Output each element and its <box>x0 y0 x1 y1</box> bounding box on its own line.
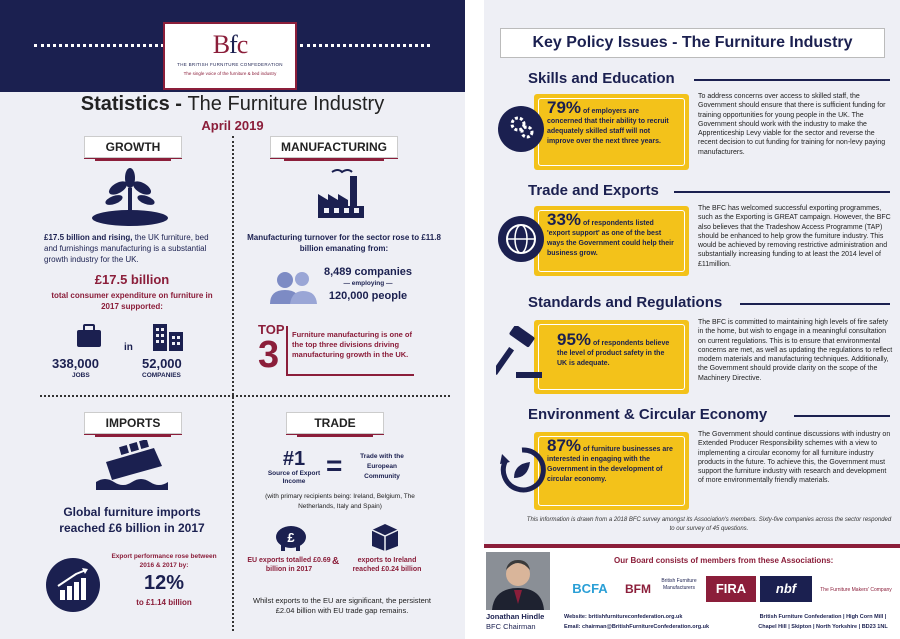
bfm-logo-text: British Furniture Manufacturers <box>661 578 697 591</box>
vertical-divider <box>232 136 234 631</box>
policy-title: Key Policy Issues - The Furniture Industry <box>500 28 885 58</box>
chairman-name: Jonathan Hindle <box>486 612 545 621</box>
section-heading-trade: Trade and Exports <box>528 182 659 199</box>
para-trade: The BFC has welcomed successful exporting programmes, such as the Exporting is GREAT campaign. However, the BFC also believes that the Tradeshow Access Programme (TAP) should be enhanced to help grow the furniture industry. This would be achieved by removing restrictive administration and substantially increasing funding to at least the 2014 level of £11million. <box>698 205 891 268</box>
stat-text: of furniture businesses are interested in engaging with the Government in the development of circular economy. <box>547 446 673 483</box>
jobs-value: 338,000 <box>52 356 99 371</box>
export-performance-label: Export performance rose between 2016 & 2017 by: <box>111 553 217 569</box>
section-heading-environment: Environment & Circular Economy <box>528 406 768 423</box>
logo-tagline: The single voice of the furniture & bed industry <box>183 71 277 76</box>
chairman-photo <box>486 552 550 610</box>
parcel-box-icon <box>370 522 400 552</box>
website-link[interactable]: Website: britishfurnitureconfederation.org.uk <box>564 614 683 620</box>
stat-card-environment <box>534 432 689 510</box>
mfg-employing: — employing — <box>343 280 393 287</box>
stat-card-standards <box>534 320 689 394</box>
section-rule-trade <box>674 191 890 193</box>
growth-intro <box>44 232 220 265</box>
footer-heading: Our Board consists of members from these Associations: <box>614 556 834 565</box>
address-line-2: Chapel Hill | Skipton | North Yorkshire | BD23 1NL <box>758 624 888 630</box>
nbf-logo: nbf <box>760 576 812 602</box>
trade-label: TRADE <box>286 412 384 434</box>
section-rule-environment <box>794 415 890 417</box>
globe-grid-icon <box>498 216 544 262</box>
section-rule-skills <box>694 79 890 81</box>
stat-pct: 33% <box>547 210 582 229</box>
horizontal-divider <box>40 395 450 397</box>
svg-text:£: £ <box>287 530 295 545</box>
page-title <box>0 93 465 116</box>
export-performance-value: 12% <box>143 572 185 594</box>
email-link[interactable]: Email: chairman@BritishFurnitureConfederation.org.uk <box>564 624 710 630</box>
stat-card-inner <box>538 436 685 506</box>
growth-headline: £17.5 billion <box>94 272 170 287</box>
address-line-1: British Furniture Confederation | High Corn Mill | <box>759 614 887 620</box>
stat-pct: 87% <box>547 436 582 455</box>
board-footer <box>484 544 900 639</box>
top-number: 3 <box>258 334 280 376</box>
stat-card-inner <box>538 210 685 272</box>
growth-sub: total consumer expenditure on furniture in 2017 supported: <box>51 291 213 311</box>
stat-card-skills <box>534 94 689 170</box>
trade-recipients: (with primary recipients being: Ireland, Belgium, The Netherlands, Italy and Spain) <box>265 493 415 510</box>
logo-subtitle: THE BRITISH FURNITURE CONFEDERATION <box>177 62 283 67</box>
logo-letter-b: B <box>212 30 230 59</box>
section-heading-skills: Skills and Education <box>528 70 675 87</box>
furniture-makers-logo: The Furniture Makers' Company <box>820 587 892 593</box>
survey-note: This information is drawn from a 2018 BFC survey amongst its Association's members. Sixty-five companies across the sector responded to our survey of 45 questions. <box>526 517 892 532</box>
piggy-bank-icon <box>274 522 308 552</box>
growing-plant-icon <box>88 166 172 226</box>
fira-logo: FIRA <box>706 576 756 602</box>
section-heading-standards: Standards and Regulations <box>528 294 723 311</box>
bfc-logo <box>163 22 297 90</box>
trade-rank-label: Source of Export Income <box>267 470 321 485</box>
ampersand: & <box>332 556 340 567</box>
manufacturing-intro: Manufacturing turnover for the sector rose to £11.8 billion emanating from: <box>247 233 441 253</box>
growth-intro-bold: £17.5 billion and rising, <box>44 233 133 242</box>
imports-headline: Global furniture imports reached £6 billion in 2017 <box>59 505 205 535</box>
para-skills: To address concerns over access to skilled staff, the Government should ensure that there is sufficient funding for training opportunities for young people in the UK. The Government should work with the industry to make the Apprenticeship Levy viable for the sector and reverse the recent decision to cut funding for training for non-levy paying manufacturers. <box>698 93 886 156</box>
stat-card-inner <box>538 98 685 166</box>
person-portrait-icon <box>486 552 550 610</box>
ireland-exports-text: exports to Ireland reached £0.24 billion <box>352 557 422 573</box>
stat-pct: 79% <box>547 98 582 117</box>
bcfa-logo: BCFA <box>572 581 608 596</box>
logo-letter-c: c <box>236 30 248 59</box>
cargo-ship-icon <box>96 440 168 490</box>
trade-rank: #1 <box>282 448 306 470</box>
imports-label: IMPORTS <box>84 412 182 434</box>
gears-icon <box>498 106 544 152</box>
companies-value: 52,000 <box>142 356 182 371</box>
growth-chart-icon <box>46 558 100 612</box>
para-standards: The BFC is committed to maintaining high levels of fire safety in the home, but wish to engage in a meaningful consultation on current regulations. This is to ensure that environmental concerns are met, as well as updating the regulations to reflect modern materials and manufacturing techniques. Additionally, the Government should provide clarity on the scope of the Machinery Directive. <box>698 319 893 382</box>
head-gears-icon <box>498 106 544 152</box>
trade-footnote: Whilst exports to the EU are significant, the persistent £2.04 billion with EU trade gap remains. <box>253 596 431 615</box>
export-performance-sub: to £1.14 billion <box>136 598 192 607</box>
equals-sign: = <box>326 450 343 481</box>
office-buildings-icon <box>152 322 184 352</box>
bar-arrow-icon <box>46 558 100 612</box>
stat-pct: 95% <box>557 330 592 349</box>
growth-intro-rest: the UK furniture, bed and furnishings manufacturing is a substantial growth industry for the UK. <box>44 233 209 264</box>
jobs-label: JOBS <box>72 372 90 379</box>
logo-letter-f: f <box>229 30 237 59</box>
bfm-logo: BFM <box>625 582 651 596</box>
stat-text: of respondents believe the level of product safety in the UK is adequate. <box>557 340 670 367</box>
top-word: TOP <box>258 322 285 337</box>
policy-page <box>484 0 900 639</box>
companies-label: COMPANIES <box>142 372 181 379</box>
gavel-icon <box>496 326 544 380</box>
in-word: in <box>124 342 133 353</box>
section-rule-standards <box>740 303 890 305</box>
stat-card-trade <box>534 206 689 276</box>
dotted-divider-left <box>34 44 164 47</box>
trade-eu-text: Trade with the European Community <box>360 453 404 480</box>
globe-icon <box>498 216 544 262</box>
page-date: April 2019 <box>201 118 264 133</box>
mfg-people: 120,000 people <box>328 290 408 302</box>
stat-text: of employers are concerned that their ability to recruit adequately skilled staff will not improve over the next three years. <box>547 108 669 145</box>
address <box>748 612 898 632</box>
eu-exports-text: EU exports totalled £0.69 billion in 2017 <box>247 557 331 573</box>
growth-label: GROWTH <box>84 136 182 158</box>
logo-mark <box>165 30 295 60</box>
contact-links <box>564 612 709 632</box>
title-rest: The Furniture Industry <box>187 93 385 115</box>
stat-text: of respondents listed 'export support' as one of the best ways the Government could help their business grow. <box>547 220 674 257</box>
recycle-leaf-icon <box>498 446 546 494</box>
title-bold: Statistics - <box>80 93 188 115</box>
briefcase-icon <box>76 324 102 348</box>
factory-icon <box>316 168 366 220</box>
manufacturing-label: MANUFACTURING <box>270 136 398 158</box>
stat-card-inner <box>538 324 685 390</box>
mfg-companies: 8,489 companies <box>323 266 413 278</box>
dotted-divider-right <box>300 44 430 47</box>
para-environment: The Government should continue discussions with industry on Extended Producer Responsibility schemes with a view to implementing a circular economy for all furniture industry products in the future. To achieve this, the Government must support the furniture industry with research and development of more environmentally friendly materials. <box>698 431 891 485</box>
chairman-title: BFC Chairman <box>486 622 536 631</box>
top-three-text: Furniture manufacturing is one of the top three divisions driving manufacturing growth in the UK. <box>292 330 413 359</box>
people-icon <box>268 270 318 304</box>
